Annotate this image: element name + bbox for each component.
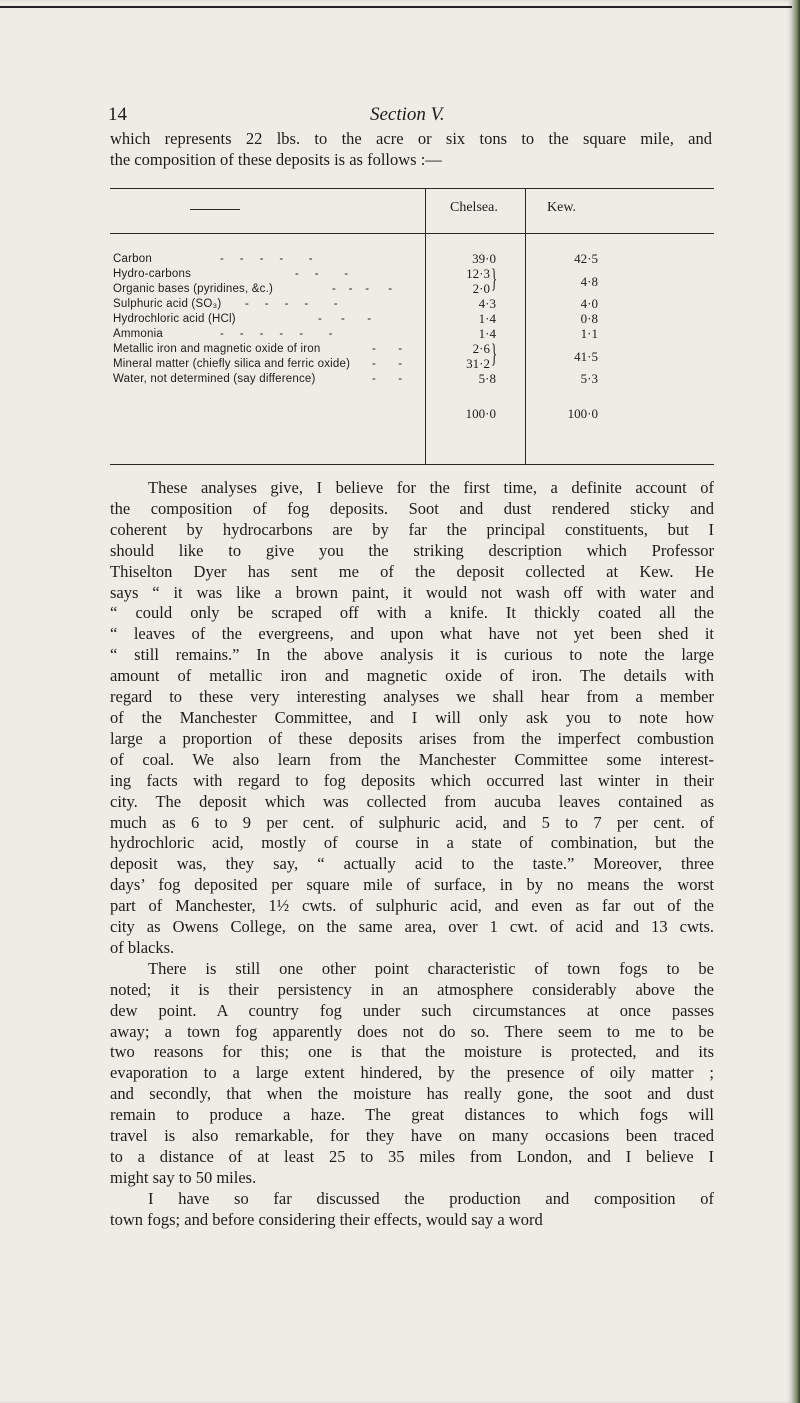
row-label: Water, not determined (say difference) [113,373,316,385]
kew-value: 41·5 [574,349,598,364]
page-number: 14 [108,104,127,125]
text-line: hydrochloric acid, mostly of course in a state of combination, but the [110,833,714,853]
kew-value: 0·8 [580,311,598,326]
chelsea-value: 12·3 [466,266,490,281]
top-rule [0,6,792,8]
text-line: to a distance of at least 25 to 35 miles from London, and I believe I [110,1147,714,1166]
text-line: “ still remains.” In the above analysis it is curious to note the large [110,645,714,665]
kew-value: 4·0 [580,296,598,311]
text-line: Thiselton Dyer has sent me of the deposit collected at Kew. He [110,561,714,581]
text-line: ing facts with regard to fog deposits which occurred last winter in their [110,770,714,790]
chelsea-value: 2·0 [472,281,490,296]
intro-paragraph [110,128,712,170]
text-line: away; a town fog apparently does not do so. There seem to me to be [110,1021,714,1041]
header-rule [110,233,714,234]
text-line: of blacks. [110,937,175,957]
running-head: Section V. [370,104,445,125]
row-label: Carbon [113,253,152,265]
text-line: should like to give you the striking description which Professor [110,540,714,560]
text-line: of coal. We also learn from the Manchester Committee some interest- [110,749,714,769]
text-line: evaporation to a large extent hindered, by the presence of oily matter ; [110,1063,714,1083]
text-line: city. The deposit which was collected from aucuba leaves contained as [110,791,714,811]
text-line: part of Manchester, 1½ cwts. of sulphuric acid, and even as far out of the [110,896,714,916]
text-line: much as 6 to 9 per cent. of sulphuric acid, and 5 to 7 per cent. of [110,812,714,832]
header-dash [190,209,240,210]
leader-dashes: - - - [295,268,349,280]
text-line: might say to 50 miles. [110,1167,257,1187]
text-line: There is still one other point characteristic of town fogs to be [148,958,714,978]
paragraph [110,959,714,1189]
body-text [110,478,714,1231]
chelsea-value: 2·6 [472,341,490,356]
column-divider [525,188,526,464]
text-line: and secondly, that when the moisture has really gone, the soot and dust [110,1084,714,1104]
intro-line: which represents 22 lbs. to the acre or six tons to the square mile, and [110,129,712,148]
chelsea-value: 31·2 [466,356,490,371]
chelsea-value: 1·4 [478,311,496,326]
text-line: days’ fog deposited per square mile of surface, in by no means the worst [110,875,714,895]
chelsea-value: 1·4 [478,326,496,341]
row-label: Mineral matter (chiefly silica and ferric oxide) [113,358,351,370]
text-line: coherent by hydrocarbons are by far the principal constituents, but I [110,519,714,539]
kew-value: 4·8 [580,274,598,289]
leader-dashes: - - - [318,313,372,325]
table-bottom-rule [110,464,714,465]
kew-value: 1·1 [580,326,598,341]
text-line: the composition of fog deposits. Soot and dust rendered sticky and [110,498,714,518]
brace-icon: } [491,339,498,368]
kew-value: 42·5 [574,251,598,266]
text-line: I have so far discussed the production and composition of [148,1188,714,1208]
leader-dashes: - - - - [332,283,393,295]
brace-icon: } [491,264,498,293]
chelsea-value: 39·0 [472,251,496,266]
leader-dashes: - - [372,373,403,385]
composition-table [110,186,714,466]
chelsea-value: 4·3 [478,296,496,311]
row-label: Hydro-carbons [113,268,192,280]
row-label: Sulphuric acid (SO₃) [113,298,222,310]
text-line: city as Owens College, on the same area, over 1 cwt. of acid and 13 cwts. [110,917,714,937]
text-line: amount of metallic iron and magnetic oxide of iron. The details with [110,666,714,686]
row-label: Organic bases (pyridines, &c.) [113,283,274,295]
text-line: of the Manchester Committee, and I will only ask you to note how [110,707,714,727]
text-line: two reasons for this; one is that the moisture is protected, and its [110,1042,714,1062]
text-line: large a proportion of these deposits arises from the imperfect combustion [110,728,714,748]
text-line: town fogs; and before considering their effects, would say a word [110,1209,543,1229]
kew-total: 100·0 [567,406,598,421]
text-line: regard to these very interesting analyses we shall hear from a member [110,687,714,707]
table-top-rule [110,188,714,189]
leader-dashes: - - [372,358,403,370]
paragraph [110,478,714,959]
column-divider [425,188,426,464]
leader-dashes: - - - - - [245,298,338,310]
text-line: dew point. A country fog under such circumstances at once passes [110,1000,714,1020]
column-header-chelsea: Chelsea. [450,200,498,215]
text-line: says “ it was like a brown paint, it would not wash off with water and [110,582,714,602]
text-line: remain to produce a haze. The great distances to which fogs will [110,1105,714,1125]
leader-dashes: - - - - - - [220,328,333,340]
page-edge [792,0,800,1403]
paragraph [110,1189,714,1231]
text-line: noted; it is their persistency in an atmosphere considerably above the [110,979,714,999]
intro-line: the composition of these deposits is as follows :— [110,150,442,169]
leader-dashes: - - [372,343,403,355]
text-line: deposit was, they say, “ actually acid to the taste.” Moreover, three [110,854,714,874]
row-label: Metallic iron and magnetic oxide of iron [113,343,321,355]
chelsea-total: 100·0 [465,406,496,421]
chelsea-value: 5·8 [478,371,496,386]
row-label: Ammonia [113,328,163,340]
text-line: “ leaves of the evergreens, and upon what have not yet been shed it [110,624,714,644]
kew-value: 5·3 [580,371,598,386]
text-line: These analyses give, I believe for the first time, a definite account of [148,478,714,497]
column-header-kew: Kew. [547,200,577,215]
leader-dashes: - - - - - [220,253,313,265]
text-line: “ could only be scraped off with a knife. It thickly coated all the [110,603,714,623]
text-line: travel is also remarkable, for they have on many occasions been traced [110,1126,714,1146]
row-label: Hydrochloric acid (HCl) [113,313,236,325]
